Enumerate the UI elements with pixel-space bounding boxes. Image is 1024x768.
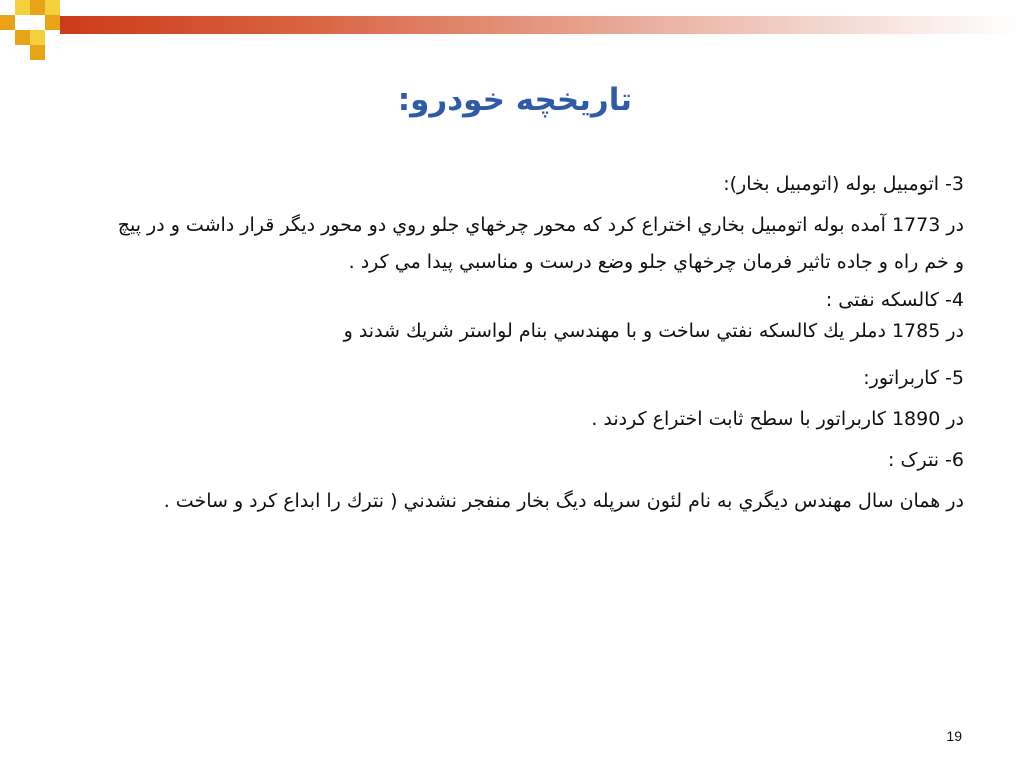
header-square [30,30,45,45]
header-square [45,0,60,15]
paragraph-carburetor: در 1890 کاربراتور با سطح ثابت اختراع کردند . [591,407,964,430]
heading-boule-steam-car: 3- اتومبیل بوله (اتومبیل بخار): [723,173,964,195]
header-square [0,15,15,30]
header-square [30,45,45,60]
header-square [30,0,45,15]
paragraph-netrek: در همان سال مهندس ديگري به نام لئون سرپله ديگ بخار منفجر نشدني ( نترك را ابداع كرد و ساخت . [163,490,964,513]
page-number: 19 [946,728,962,744]
paragraph-oil-carriage: در 1785 دملر يك كالسكه نفتي ساخت و با مهندسي بنام لواستر شريك شدند و [343,319,964,342]
paragraph-boule-steam-car: در 1773 آمده بوله اتومبيل بخاري اختراع كرد كه محور چرخهاي جلو روي دو محور ديگر قرار داشت و در پيچ و خم راه و جاده تاثير فرمان چرخهاي جلو وضع درست و مناسبي پيدا مي كرد . [117,214,964,274]
header-square [15,0,30,15]
heading-carburetor: 5- کاربراتور: [863,366,964,389]
slide-body [108,166,964,520]
heading-oil-carriage: 4- كالسكه نفتی : [825,289,964,312]
header-square [45,15,60,30]
heading-netrek: 6- نترک : [888,449,964,472]
header-gradient-bar [60,16,1020,34]
slide-title: تاریخچه خودرو: [397,82,632,118]
header-square [15,30,30,45]
